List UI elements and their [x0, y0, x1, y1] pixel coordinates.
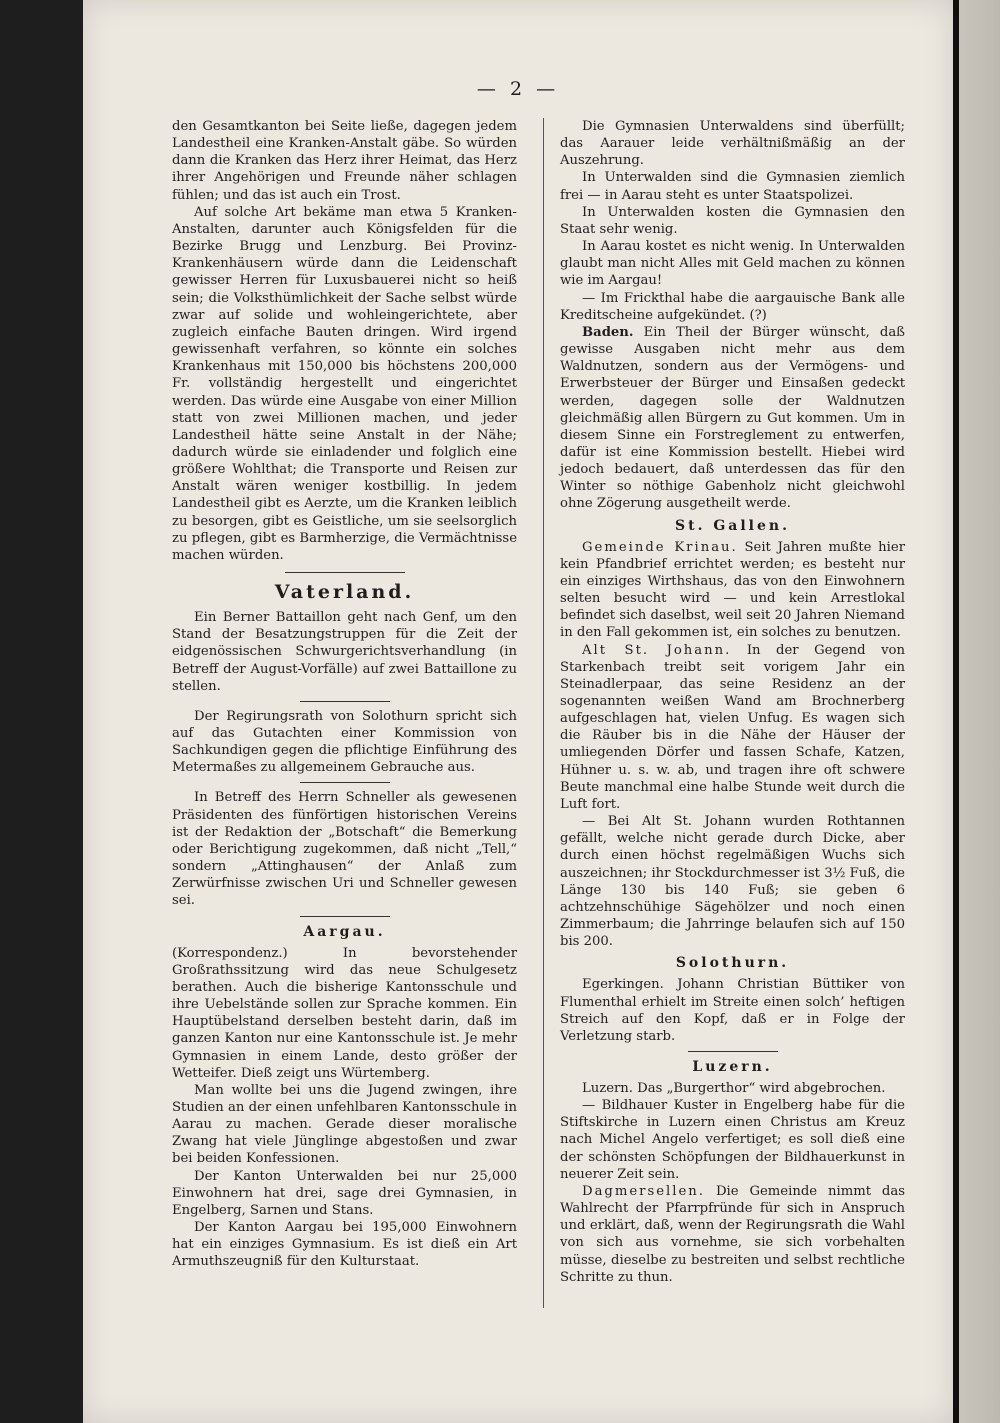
newspaper-page — [83, 0, 953, 1423]
paragraph: den Gesamtkanton bei Seite ließe, dagegen jedem Landestheil eine Kranken-Anstalt gäbe. So würden dann die Kranken das Herz ihrer Heimat, das Herz ihrer Angehörigen und Freunde näher schlagen fühlen; und das ist auch ein Trost. — [172, 119, 517, 203]
heading-solothurn: Solothurn. — [675, 955, 790, 972]
paragraph-alt-st-johann — [560, 642, 905, 814]
column-divider — [543, 118, 544, 1308]
paragraph: Der Regirungsrath von Solothurn spricht sich auf das Gutachten einer Kommission von Sachkundigen gegen die pflichtige Einführung des Metermaßes zu allgemeinem Gebrauche aus. — [172, 708, 517, 776]
divider-rule — [688, 1051, 778, 1052]
paragraph: Auf solche Art bekäme man etwa 5 Kranken-Anstalten, darunter auch Königsfelden für die Bezirke Brugg und Lenzburg. Bei Provinz-Krankenhäusern würde dann die Leidenschaft gewisser Herren für Luxusbauerei nicht so heiß sein; die Volksthümlichkeit der Sache selbst würde zwar auf solide und wohleingerichtete, aber zugleich einfache Bauten dringen. Wird irgend gewissenhaft verfahren, so könnte ein solches Krankenhaus mit 150,000 bis höchstens 200,000 Fr. vollständig hergestellt und eingerichtet werden. Das würde eine Ausgabe von einer Million statt von zwei Millionen machen, und jeder Landestheil hätte seine Anstalt in der Nähe; dadurch würde sie einladender und folglich eine größere Wohlthat; die Transporte und Reisen zur Anstalt wären weniger kostbillig. In jedem Landestheil gibt es Aerzte, um die Kranken leiblich zu besorgen, gibt es Geistliche, um sie seelsorglich zu pflegen, gibt es Barmherzige, die Vermächtnisse machen würden. — [172, 204, 517, 563]
paragraph: Egerkingen. Johann Christian Büttiker von Flumenthal erhielt im Streite einen solch’ heftigen Streich auf den Kopf, daß er in Folge der Verletzung starb. — [560, 977, 905, 1044]
paragraph: In Aarau kostet es nicht wenig. In Unterwalden glaubt man nicht Alles mit Geld machen zu können wie im Aargau! — [560, 239, 905, 289]
paragraph: Der Kanton Unterwalden bei nur 25,000 Einwohnern hat drei, sage drei Gymnasien, in Engelberg, Sarnen und Stans. — [172, 1168, 517, 1218]
scan-right-edge — [953, 0, 1000, 1423]
scan-left-edge — [0, 0, 83, 1423]
paragraph: — Bildhauer Kuster in Engelberg habe für die Stiftskirche in Luzern einen Christus am Kreuz nach Michel Angelo verfertiget; es soll dieß eine der schönsten Schöpfungen der Bildhauerkunst in neuerer Zeit sein. — [560, 1098, 905, 1182]
paragraph: Man wollte bei uns die Jugend zwingen, ihre Studien an der einen unfehlbaren Kantonsschule in Aarau zu machen. Gerade dieser moralische Zwang hat viele Jünglinge abgestoßen und zwar bei beiden Konfessionen. — [172, 1082, 517, 1167]
paragraph-text: Ein Theil der Bürger wünscht, daß gewisse Ausgaben nicht mehr aus dem Waldnutzen, sondern aus der Vermögens- und Erwerbsteuer der Bürger und Einsaßen gedeckt werden, dagegen solle der Waldnutzen gleichmäßig allen Bürgern zu Gut kommen. Um in diesem Sinne ein Forstreglement zu entwerfen, dafür ist eine Kommission bestellt. Hiebei wird jedoch bedauert, daß unterdessen das für den Winter so nöthige Gabenholz nicht gleichwohl ohne Zögerung ausgetheilt werde. — [560, 324, 905, 512]
heading-vaterland: Vaterland. — [274, 581, 415, 604]
heading-luzern: Luzern. — [692, 1058, 773, 1075]
paragraph: (Korrespondenz.) In bevorstehender Großrathssitzung wird das neue Schulgesetz berathen. Auch die bisherige Kantonsschule und ihre Uebelstände sollen zur Sprache kommen. Ein Hauptübelstand derselben besteht darin, daß im ganzen Kanton nur eine Kantonsschule ist. Je mehr Gymnasien in einem Lande, desto größer der Wetteifer. Dieß zeigt uns Würtemberg. — [172, 945, 517, 1081]
paragraph-dagmersellen — [560, 1183, 905, 1286]
paragraph: In Unterwalden sind die Gymnasien ziemlich frei — in Aarau steht es unter Staatspolizei. — [560, 170, 905, 203]
paragraph: In Betreff des Herrn Schneller als gewesenen Präsidenten des fünförtigen historischen Vereins ist der Redaktion der „Botschaft“ die Bemerkung oder Berichtigung zugekommen, daß nicht „Tell,“ sondern „Attinghausen“ der Anlaß zum Zerwürfnisse zwischen Uri und Schneller gewesen sei. — [172, 790, 517, 909]
paragraph: Der Kanton Aargau bei 195,000 Einwohnern hat ein einziges Gymnasium. Es ist dieß ein Art Armuthszeugniß für den Kulturstaat. — [172, 1220, 517, 1270]
paragraph: — Im Frickthal habe die aargauische Bank alle Kreditscheine aufgekündet. (?) — [560, 290, 905, 323]
heading-st-gallen: St. Gallen. — [675, 517, 790, 534]
right-column — [560, 118, 905, 1286]
paragraph: — Bei Alt St. Johann wurden Rothtannen gefällt, welche nicht gerade durch Dicke, aber durch einen höchst regelmäßigen Wuchs sich auszeichnen; ihr Stockdurchmesser ist 3½ Fuß, die Länge 130 bis 140 Fuß; sie geben 6 achtzehnschühige Sägehölzer und noch einen Zimmerbaum; die Jahrringe belaufen sich auf 150 bis 200. — [560, 814, 905, 950]
place-label: Baden. — [582, 324, 634, 340]
paragraph: Ein Berner Battaillon geht nach Genf, um den Stand der Besatzungstruppen für die Zeit der eidgenössischen Schwurgerichtsverhandlung (in Betreff der August-Vorfälle) auf zwei Battaillone zu stellen. — [172, 610, 517, 694]
paragraph: In Unterwalden kosten die Gymnasien den Staat sehr wenig. — [560, 204, 905, 237]
paragraph-text: Die Gemeinde nimmt das Wahlrecht der Pfarrpfründe für sich in Anspruch und erklärt, daß, wenn der Regirungsrath die Wahl von sich aus vornehme, sie sich vorbehalten müsse, dieselbe zu bestreiten und selbst rechtliche Schritte zu thun. — [560, 1183, 905, 1285]
section-rule — [285, 572, 405, 573]
place-label: Gemeinde Krinau. — [582, 539, 738, 555]
page-number: — 2 — — [476, 78, 560, 100]
divider-rule — [300, 701, 390, 702]
place-label: Dagmersellen. — [582, 1183, 705, 1199]
paragraph-krinau — [560, 539, 905, 642]
heading-aargau: Aargau. — [303, 923, 386, 940]
place-label: Alt St. Johann. — [582, 642, 732, 658]
paragraph: Die Gymnasien Unterwaldens sind überfüllt; das Aarauer leide verhältnißmäßig an der Auszehrung. — [560, 119, 905, 169]
paragraph-text: In der Gegend von Starkenbach treibt seit vorigem Jahr ein Steinadlerpaar, das seine Residenz an der sogenannten weißen Wand am Brochnerberg aufgeschlagen hat, vielen Unfug. Es wagen sich die Räuber bis in die Nähe der Häuser der umliegenden Dörfer und fassen Schafe, Katzen, Hühner u. s. w. ab, und tragen ihre oft schwere Beute manchmal eine halbe Stunde weit durch die Luft fort. — [560, 642, 905, 812]
paragraph-text: Seit Jahren mußte hier kein Pfandbrief errichtet werden; es besteht nur ein einziges Wirthshaus, das von den Einwohnern selten besucht wird — und kein Arrestlokal befindet sich daselbst, weil seit 20 Jahren Niemand in den Fall gekommen ist, ein solches zu benutzen. — [560, 539, 905, 641]
paragraph-baden — [560, 324, 905, 513]
divider-rule — [300, 782, 390, 783]
left-column — [172, 118, 517, 1271]
divider-rule — [300, 916, 390, 917]
paragraph: Luzern. Das „Burgerthor“ wird abgebrochen. — [582, 1080, 886, 1096]
